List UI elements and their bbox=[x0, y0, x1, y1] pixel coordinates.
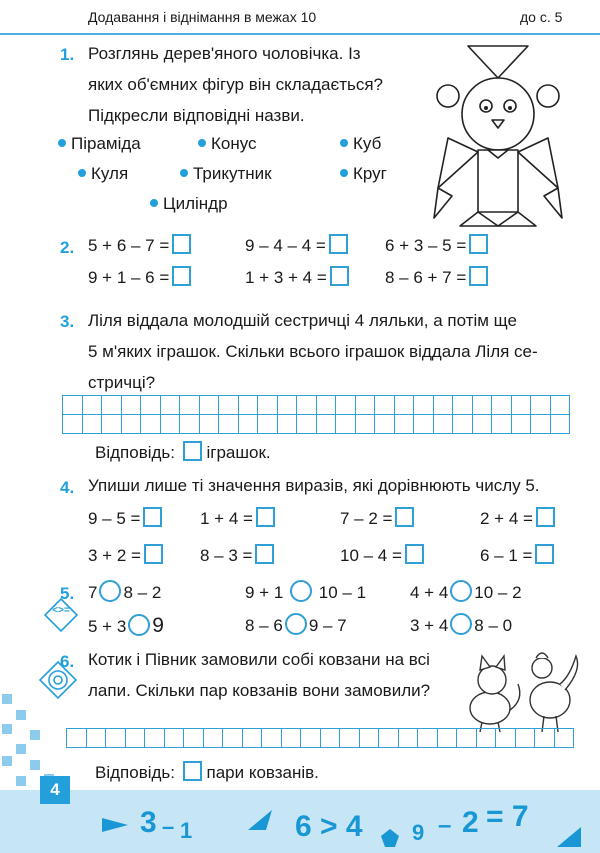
task3-line1: Ліля віддала молодшій сестричці 4 ляльки, а потім ще bbox=[88, 311, 517, 330]
grid-cell[interactable] bbox=[161, 396, 181, 415]
bullet-icon bbox=[340, 139, 348, 147]
task5-compare2: 9 + 1 10 – 1 bbox=[245, 577, 366, 608]
grid-cell[interactable] bbox=[63, 396, 83, 415]
grid-cell[interactable] bbox=[278, 396, 298, 415]
grid-cell[interactable] bbox=[141, 415, 161, 434]
grid-cell[interactable] bbox=[239, 415, 259, 434]
grid-cell[interactable] bbox=[434, 396, 454, 415]
grid-cell[interactable] bbox=[278, 415, 298, 434]
grid-cell[interactable] bbox=[67, 729, 87, 748]
grid-cell[interactable] bbox=[258, 396, 278, 415]
task2-expr2: 9 – 4 – 4 = bbox=[245, 230, 348, 261]
answer-box[interactable] bbox=[329, 234, 348, 254]
answer-grid[interactable] bbox=[66, 728, 574, 748]
option-cube[interactable]: Куб bbox=[340, 128, 381, 159]
grid-cell[interactable] bbox=[145, 729, 165, 748]
grid-cell[interactable] bbox=[375, 396, 395, 415]
compare-circle[interactable] bbox=[450, 613, 472, 635]
task5-compare4: 5 + 3 9 bbox=[88, 614, 164, 637]
grid-cell[interactable] bbox=[516, 729, 536, 748]
task6-line2: лапи. Скільки пар ковзанів вони замовили? bbox=[88, 681, 431, 700]
grid-cell[interactable] bbox=[122, 396, 142, 415]
task4-expr3: 7 – 2 = bbox=[340, 503, 414, 534]
option-triangle[interactable]: Трикутник bbox=[180, 158, 272, 189]
task3-number: 3. bbox=[60, 312, 75, 331]
compare-circle[interactable] bbox=[290, 580, 312, 602]
bullet-icon bbox=[198, 139, 206, 147]
task1-line2: яких об'ємних фігур він складається? bbox=[88, 75, 383, 94]
answer-box[interactable] bbox=[405, 544, 424, 564]
grid-cell[interactable] bbox=[336, 396, 356, 415]
task5-compare6: 3 + 4 8 – 0 bbox=[410, 610, 512, 641]
task4-expr2: 1 + 4 = bbox=[200, 503, 275, 534]
grid-cell[interactable] bbox=[126, 729, 146, 748]
grid-cell[interactable] bbox=[375, 415, 395, 434]
option-sphere[interactable]: Куля bbox=[78, 158, 128, 189]
grid-cell[interactable] bbox=[438, 729, 458, 748]
grid-cell[interactable] bbox=[262, 729, 282, 748]
grid-cell[interactable] bbox=[106, 729, 126, 748]
grid-cell[interactable] bbox=[414, 415, 434, 434]
answer-box[interactable] bbox=[535, 544, 554, 564]
answer-grid[interactable] bbox=[62, 395, 570, 434]
grid-cell[interactable] bbox=[531, 415, 551, 434]
task2-expr4: 9 + 1 – 6 = bbox=[88, 262, 191, 293]
grid-cell[interactable] bbox=[219, 415, 239, 434]
grid-cell[interactable] bbox=[492, 415, 512, 434]
grid-cell[interactable] bbox=[122, 415, 142, 434]
task1-line1: Розглянь дерев'яного чоловічка. Із bbox=[88, 44, 361, 63]
task5-number: 5. bbox=[60, 584, 75, 603]
bullet-icon bbox=[58, 139, 66, 147]
grid-cell[interactable] bbox=[356, 415, 376, 434]
answer-box[interactable] bbox=[183, 441, 202, 461]
answer-box[interactable] bbox=[143, 507, 162, 527]
grid-cell[interactable] bbox=[551, 415, 571, 434]
task2-expr3: 6 + 3 – 5 = bbox=[385, 230, 488, 261]
grid-cell[interactable] bbox=[531, 396, 551, 415]
task1-number: 1. bbox=[60, 45, 75, 64]
task4-expr8: 6 – 1 = bbox=[480, 540, 554, 571]
grid-cell[interactable] bbox=[453, 396, 473, 415]
grid-cell[interactable] bbox=[165, 729, 185, 748]
footer-number-1: 1 bbox=[180, 818, 193, 843]
wooden-man-illustration bbox=[418, 38, 578, 228]
header-page-ref: до с. 5 bbox=[520, 9, 563, 25]
grid-cell[interactable] bbox=[457, 729, 477, 748]
task2-expr5: 1 + 3 + 4 = bbox=[245, 262, 349, 293]
option-cone[interactable]: Конус bbox=[198, 128, 257, 159]
bullet-icon bbox=[150, 199, 158, 207]
grid-cell[interactable] bbox=[282, 729, 302, 748]
grid-cell[interactable] bbox=[379, 729, 399, 748]
bullet-icon bbox=[340, 169, 348, 177]
grid-cell[interactable] bbox=[141, 396, 161, 415]
grid-cell[interactable] bbox=[180, 415, 200, 434]
grid-cell[interactable] bbox=[492, 396, 512, 415]
grid-cell[interactable] bbox=[317, 415, 337, 434]
triangle-icon bbox=[246, 808, 274, 832]
grid-cell[interactable] bbox=[360, 729, 380, 748]
grid-cell[interactable] bbox=[399, 729, 419, 748]
grid-cell[interactable] bbox=[180, 396, 200, 415]
task3-line2: 5 м'яких іграшок. Скільки всього іграшок віддала Ліля се- bbox=[88, 342, 538, 361]
compare-circle[interactable] bbox=[99, 580, 121, 602]
task6-answer: Відповідь: пари ковзанів. bbox=[95, 763, 319, 782]
grid-cell[interactable] bbox=[395, 396, 415, 415]
grid-cell[interactable] bbox=[83, 396, 103, 415]
task4-expr7: 10 – 4 = bbox=[340, 540, 424, 571]
grid-cell[interactable] bbox=[184, 729, 204, 748]
answer-box[interactable] bbox=[172, 234, 191, 254]
grid-cell[interactable] bbox=[395, 415, 415, 434]
grid-cell[interactable] bbox=[535, 729, 555, 748]
grid-cell[interactable] bbox=[477, 729, 497, 748]
grid-cell[interactable] bbox=[102, 396, 122, 415]
task4-number: 4. bbox=[60, 478, 75, 497]
grid-cell[interactable] bbox=[102, 415, 122, 434]
footer-number-9: 9 bbox=[412, 820, 425, 845]
footer-inequality: 6 > 4 bbox=[295, 810, 363, 843]
cat-and-rooster-illustration bbox=[460, 640, 585, 735]
grid-cell[interactable] bbox=[204, 729, 224, 748]
grid-cell[interactable] bbox=[161, 415, 181, 434]
grid-cell[interactable] bbox=[243, 729, 263, 748]
pentagon-icon bbox=[380, 828, 400, 848]
grid-cell[interactable] bbox=[453, 415, 473, 434]
bullet-icon bbox=[78, 169, 86, 177]
task5-compare1: 7 8 – 2 bbox=[88, 577, 161, 608]
answer-box[interactable] bbox=[395, 507, 414, 527]
grid-cell[interactable] bbox=[223, 729, 243, 748]
option-pyramid[interactable]: Піраміда bbox=[58, 128, 141, 159]
triangle-icon bbox=[100, 815, 130, 835]
task5-compare5: 8 – 6 9 – 7 bbox=[245, 610, 347, 641]
answer-box[interactable] bbox=[469, 266, 488, 286]
hint-signs: <>= bbox=[52, 605, 70, 616]
answer-box[interactable] bbox=[469, 234, 488, 254]
footer-minus: – bbox=[162, 814, 175, 839]
task4-expr6: 8 – 3 = bbox=[200, 540, 274, 571]
footer-number-2: 2 bbox=[462, 806, 479, 839]
compare-circle[interactable] bbox=[450, 580, 472, 602]
grid-cell[interactable] bbox=[200, 415, 220, 434]
grid-cell[interactable] bbox=[297, 396, 317, 415]
grid-cell[interactable] bbox=[87, 729, 107, 748]
grid-cell[interactable] bbox=[512, 415, 532, 434]
grid-cell[interactable] bbox=[63, 415, 83, 434]
task4-expr1: 9 – 5 = bbox=[88, 503, 162, 534]
grid-cell[interactable] bbox=[83, 415, 103, 434]
task4-text: Упиши лише ті значення виразів, які дорівнюють числу 5. bbox=[88, 476, 540, 495]
grid-cell[interactable] bbox=[239, 396, 259, 415]
compare-circle[interactable] bbox=[285, 613, 307, 635]
task1-line3: Підкресли відповідні назви. bbox=[88, 106, 305, 125]
grid-cell[interactable] bbox=[555, 729, 575, 748]
task2-expr6: 8 – 6 + 7 = bbox=[385, 262, 488, 293]
comparison-hint-icon bbox=[44, 598, 78, 632]
answer-box[interactable] bbox=[256, 507, 275, 527]
option-circle[interactable]: Круг bbox=[340, 158, 387, 189]
header-divider bbox=[0, 33, 600, 35]
grid-cell[interactable] bbox=[434, 415, 454, 434]
task5-compare3: 4 + 4 10 – 2 bbox=[410, 577, 522, 608]
grid-cell[interactable] bbox=[414, 396, 434, 415]
task3-line3: стричці? bbox=[88, 373, 156, 392]
task4-expr5: 3 + 2 = bbox=[88, 540, 163, 571]
answer-box[interactable] bbox=[330, 266, 349, 286]
grid-cell[interactable] bbox=[317, 396, 337, 415]
grid-cell[interactable] bbox=[473, 415, 493, 434]
grid-cell[interactable] bbox=[297, 415, 317, 434]
grid-cell[interactable] bbox=[496, 729, 516, 748]
answer-box[interactable] bbox=[172, 266, 191, 286]
grid-cell[interactable] bbox=[200, 396, 220, 415]
grid-cell[interactable] bbox=[301, 729, 321, 748]
header-title: Додавання і віднімання в межах 10 bbox=[88, 9, 317, 25]
answer-box[interactable] bbox=[255, 544, 274, 564]
task4-expr4: 2 + 4 = bbox=[480, 503, 555, 534]
answer-box[interactable] bbox=[183, 761, 202, 781]
task2-number: 2. bbox=[60, 238, 75, 257]
task3-answer: Відповідь: іграшок. bbox=[95, 443, 271, 462]
grid-cell[interactable] bbox=[418, 729, 438, 748]
option-cylinder[interactable]: Циліндр bbox=[150, 188, 228, 219]
bullet-icon bbox=[180, 169, 188, 177]
compare-circle[interactable] bbox=[128, 614, 150, 636]
footer-equals-7: = 7 bbox=[486, 800, 529, 833]
answer-box[interactable] bbox=[536, 507, 555, 527]
grid-cell[interactable] bbox=[473, 396, 493, 415]
page-number: 4 bbox=[40, 776, 70, 804]
task6-line1: Котик і Півник замовили собі ковзани на всі bbox=[88, 650, 430, 669]
answer-box[interactable] bbox=[144, 544, 163, 564]
grid-cell[interactable] bbox=[219, 396, 239, 415]
grid-cell[interactable] bbox=[551, 396, 571, 415]
grid-cell[interactable] bbox=[321, 729, 341, 748]
grid-cell[interactable] bbox=[336, 415, 356, 434]
grid-cell[interactable] bbox=[512, 396, 532, 415]
footer-number-3: 3 bbox=[140, 806, 157, 839]
task2-expr1: 5 + 6 – 7 = bbox=[88, 230, 191, 261]
triangle-icon bbox=[555, 825, 583, 849]
grid-cell[interactable] bbox=[258, 415, 278, 434]
grid-cell[interactable] bbox=[340, 729, 360, 748]
task6-number: 6. bbox=[60, 652, 75, 671]
grid-cell[interactable] bbox=[356, 396, 376, 415]
footer-minus2: – bbox=[438, 812, 452, 839]
